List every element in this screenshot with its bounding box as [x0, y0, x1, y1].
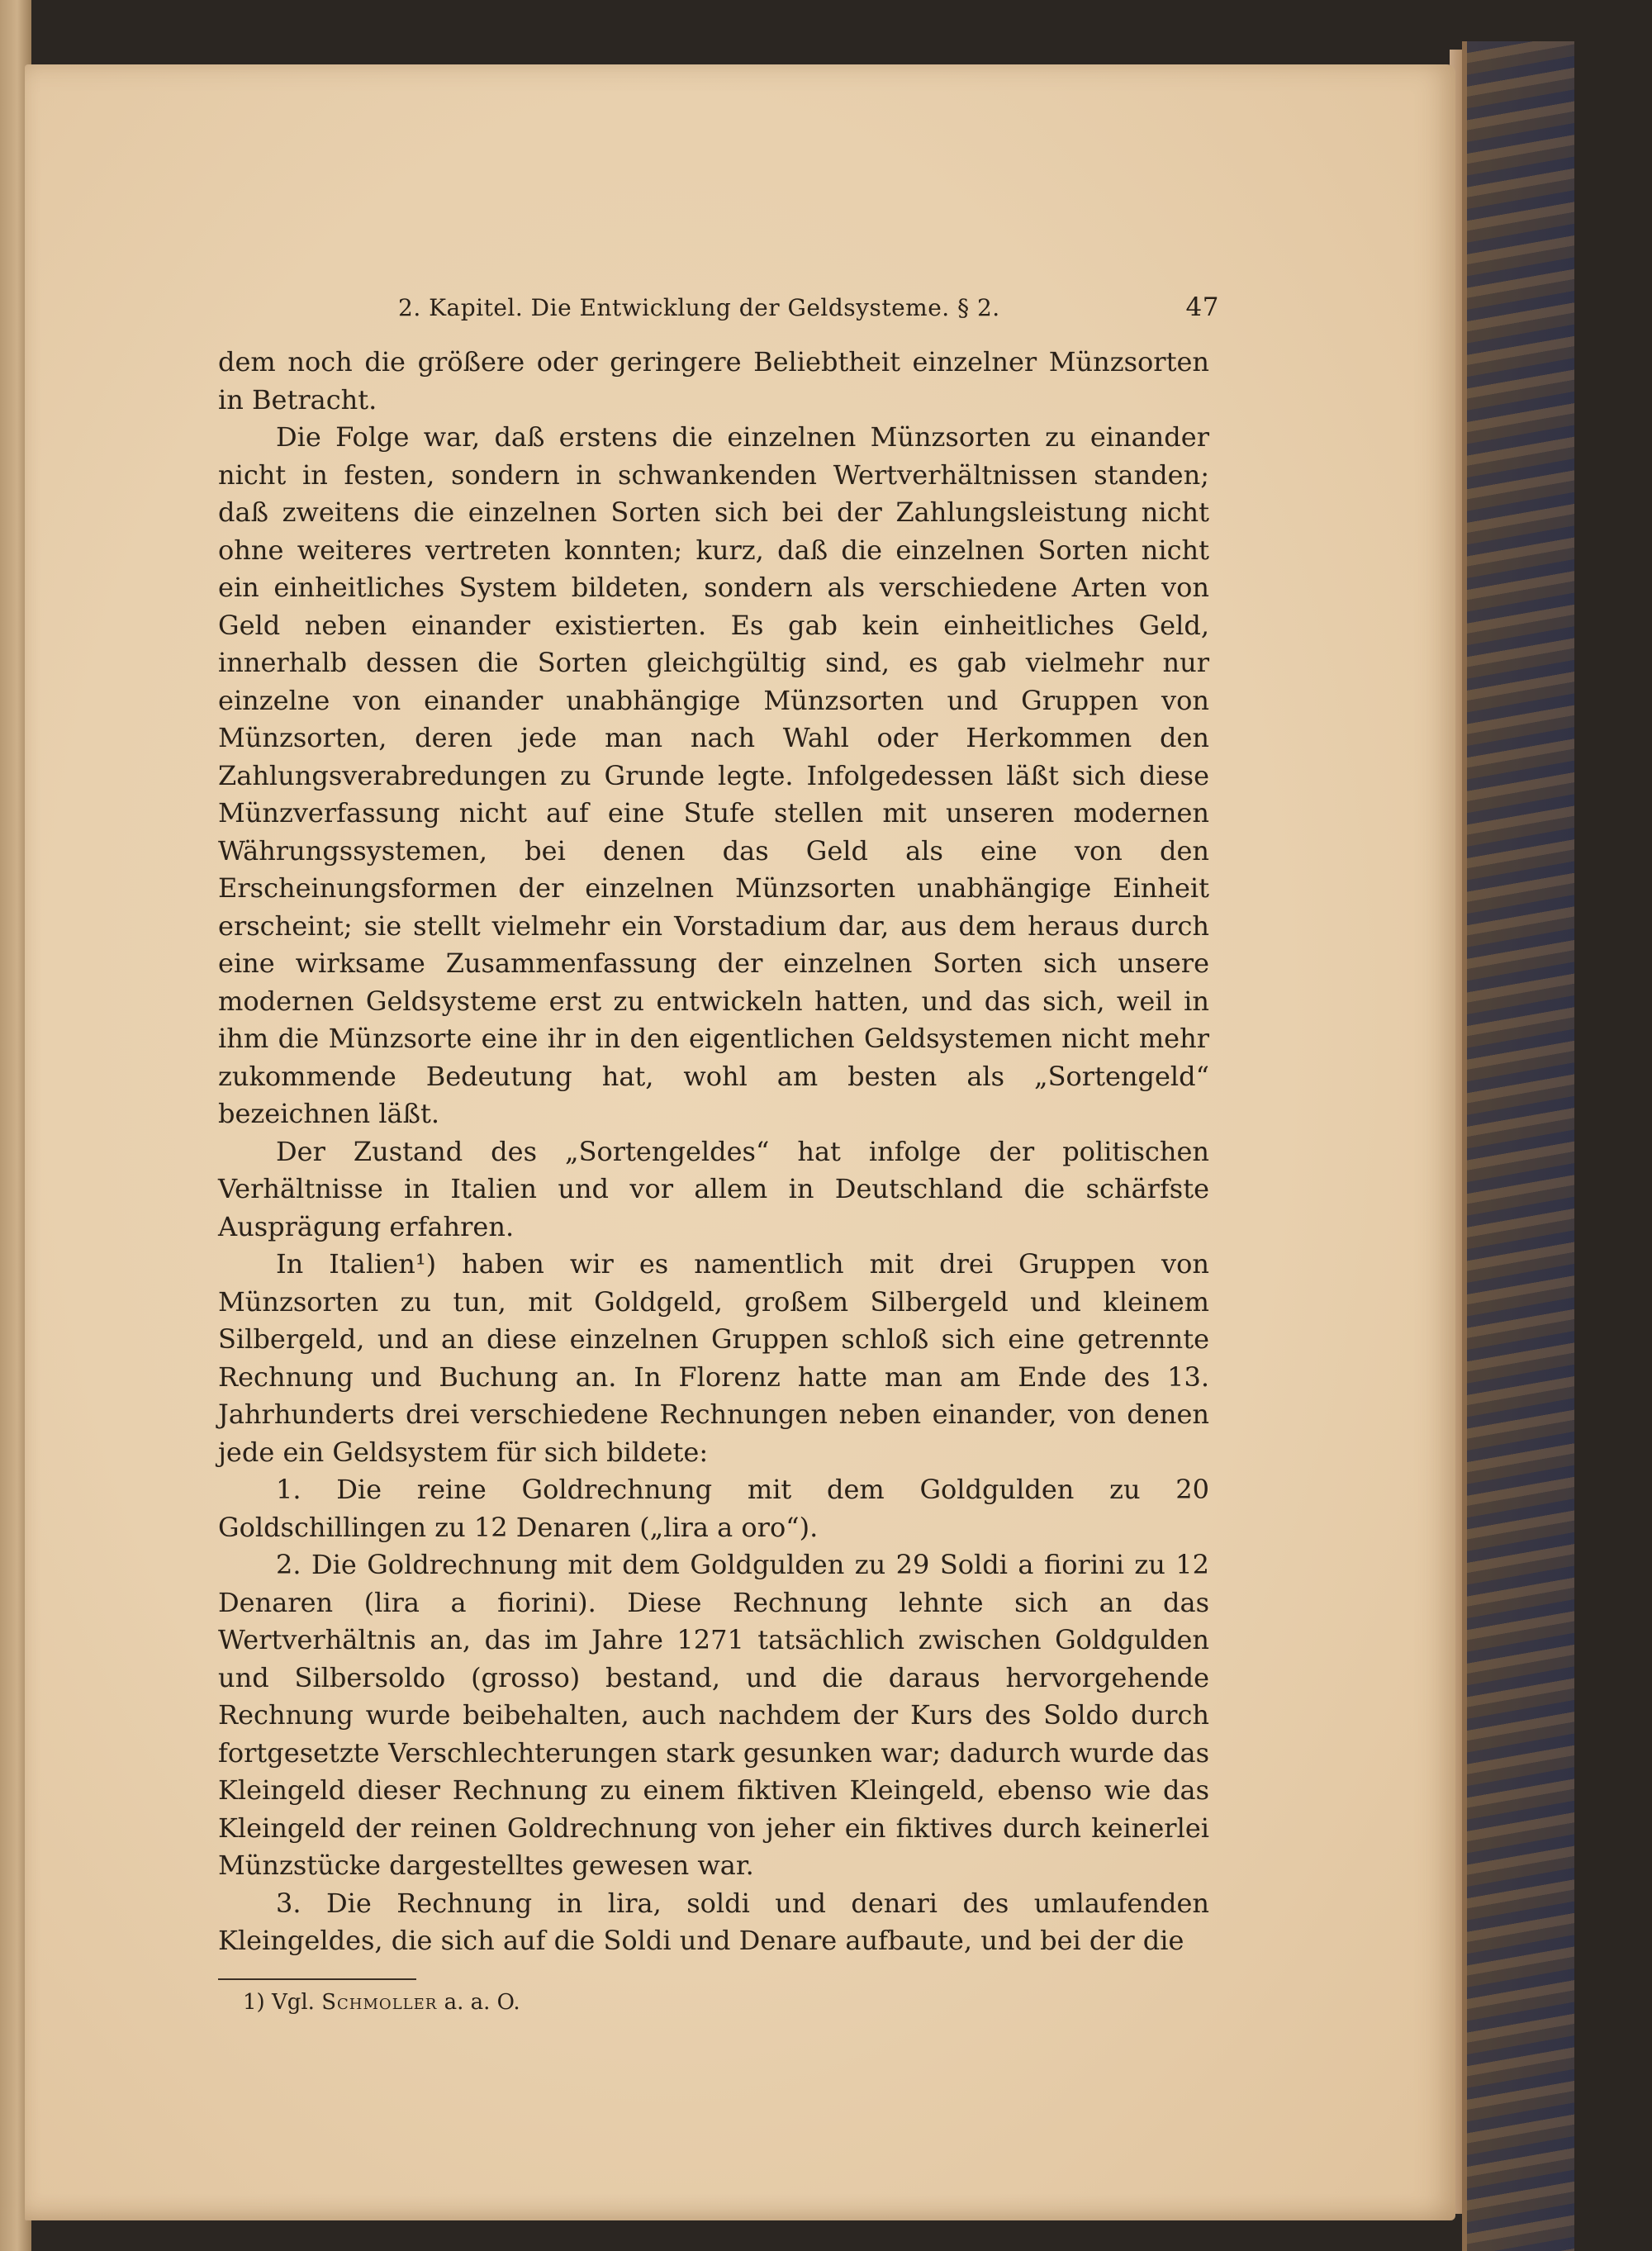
footnote-author: Schmoller: [321, 1989, 438, 2015]
footnote: [218, 1990, 1209, 2015]
marbled-book-cover: [1462, 41, 1574, 2251]
footnote-reference: a. a. O.: [444, 1989, 520, 2015]
running-head-title: 2. Kapitel. Die Entwicklung der Geldsysteme. § 2.: [398, 294, 1000, 321]
page-number: 47: [1185, 292, 1219, 322]
list-item-1: 1. Die reine Goldrechnung mit dem Goldgulden zu 20 Goldschillingen zu 12 Denaren („lira a oro“).: [218, 1474, 1209, 1543]
paragraph-sortengeld-definition: Die Folge war, daß erstens die einzelnen Münzsorten zu einander nicht in festen, sondern in schwankenden Wertverhältnissen standen; daß zweitens die einzelnen Sorten sich bei der Zahlungsleistung nicht ohne weiteres vertreten konnten; kurz, daß die einzelnen Sorten nicht ein einheitliches System bildeten, sondern als verschiedene Arten von Geld neben einander existierten. Es gab kein einheitliches Geld, innerhalb dessen die Sorten gleichgültig sind, es gab vielmehr nur einzelne von einander unabhängige Münzsorten und Gruppen von Münzsorten, deren jede man nach Wahl oder Herkommen den Zahlungsverabredungen zu Grunde legte. Infolgedessen läßt sich diese Münzverfassung nicht auf eine Stufe stellen mit unseren modernen Währungssystemen, bei denen das Geld als eine von den Erscheinungsformen der einzelnen Münzsorten unabhängige Einheit erscheint; sie stellt vielmehr ein Vorstadium dar, aus dem heraus durch eine wirksame Zusammenfassung der einzelnen Sorten sich unsere modernen Geldsysteme erst zu entwickeln hatten, und das sich, weil in ihm die Münzsorte eine ihr in den eigentlichen Geldsystemen nicht mehr zukommende Bedeutung hat, wohl am besten als „Sortengeld“ bezeichnen läßt.: [218, 421, 1209, 1129]
list-item-3: 3. Die Rechnung in lira, soldi und denari des umlaufenden Kleingeldes, die sich auf die Soldi und Denare aufbaute, und bei der die: [218, 1887, 1209, 1956]
footnote-marker: 1) Vgl.: [243, 1989, 315, 2015]
body-text: [218, 344, 1209, 1960]
text-block: [218, 289, 1219, 2015]
list-item-2: 2. Die Goldrechnung mit dem Goldgulden zu 29 Soldi a fiorini zu 12 Denaren (lira a fiorini). Diese Rechnung lehnte sich an das Wertverhältnis an, das im Jahre 1271 tatsächlich zwischen Goldgulden und Silbersoldo (grosso) bestand, und die daraus hervorgehende Rechnung wurde beibehalten, auch nachdem der Kurs des Soldo durch fortgesetzte Verschlechterungen stark gesunken war; dadurch wurde das Kleingeld dieser Rechnung zu einem fiktiven Kleingeld, ebenso wie das Kleingeld der reinen Goldrechnung von jeher ein fiktives durch keinerlei Münzstücke dargestelltes gewesen war.: [218, 1549, 1209, 1881]
paragraph-italien: In Italien¹) haben wir es namentlich mit drei Gruppen von Münzsorten zu tun, mit Goldgeld, großem Silbergeld und kleinem Silbergeld, und an diese einzelnen Gruppen schloß sich eine getrennte Rechnung und Buchung an. In Florenz hatte man am Ende des 13. Jahrhunderts drei verschiedene Rechnungen neben einander, von denen jede ein Geldsystem für sich bildete:: [218, 1248, 1209, 1468]
paragraph-zustand: Der Zustand des „Sortengeldes“ hat infolge der politischen Verhältnisse in Italien und vor allem in Deutschland die schärfste Ausprägung erfahren.: [218, 1135, 1209, 1242]
footnote-rule: [218, 1978, 416, 1980]
running-head: [218, 289, 1219, 330]
page-paper: [25, 64, 1455, 2220]
paragraph-continuation: dem noch die größere oder geringere Beliebtheit einzelner Münzsorten in Betracht.: [218, 346, 1209, 416]
